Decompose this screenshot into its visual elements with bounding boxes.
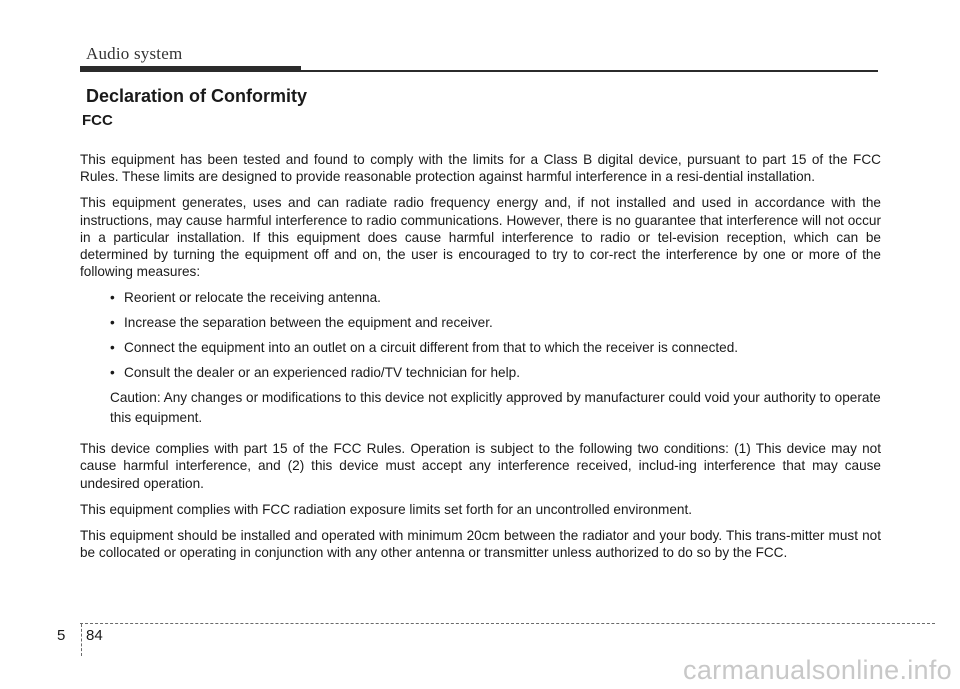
header-title: Audio system bbox=[86, 44, 183, 63]
measures-list bbox=[80, 289, 881, 380]
paragraph-radiation-exposure: This equipment complies with FCC radiation exposure limits set forth for an uncontrolled environment. bbox=[80, 501, 692, 517]
footer-divider bbox=[80, 623, 935, 624]
list-item: • Connect the equipment into an outlet on a circuit different from that to which the receiver is connected. bbox=[110, 339, 881, 356]
list-item: • Increase the separation between the equipment and receiver. bbox=[110, 314, 881, 331]
paragraph-installation-distance: This equipment should be installed and operated with minimum 20cm between the radiator and your body. This trans-mitter must not be collocated or operating in conjunction with any other antenna or transmitter unless authorized to do so by the FCC. bbox=[80, 528, 881, 561]
header-rule-thin bbox=[301, 70, 878, 72]
page-body bbox=[80, 151, 881, 570]
page-number: 84 bbox=[86, 627, 103, 644]
watermark-text: carmanualsonline.info bbox=[683, 655, 952, 685]
footer-page-separator bbox=[81, 624, 82, 656]
caution-note: Caution: Any changes or modifications to this device not explicitly approved by manufacturer could void your authority to operate this equipment. bbox=[110, 390, 881, 426]
paragraph-interference: This equipment generates, uses and can radiate radio frequency energy and, if not installed and used in accordance with the instructions, may cause harmful interference to radio communications. However, there is no guarantee that interference will not occur in a particular installation. If this equipment does cause harmful interference to radio or tel-evision reception, which can be determined by turning the equipment off and on, the user is encouraged to try to cor-rect the interference by one or more of the following measures: bbox=[80, 195, 881, 280]
paragraph-fcc-class-b: This equipment has been tested and found to comply with the limits for a Class B digital device, pursuant to part 15 of the FCC Rules. These limits are designed to provide reasonable protection against harmful interference in a resi-dential installation. bbox=[80, 152, 881, 185]
section-subtitle: FCC bbox=[82, 112, 113, 129]
list-item: • Reorient or relocate the receiving antenna. bbox=[110, 289, 881, 306]
paragraph-part15-conditions: This device complies with part 15 of the FCC Rules. Operation is subject to the following two conditions: (1) This device may not cause harmful interference, and (2) this device must accept any interference received, includ-ing interference that may cause undesired operation. bbox=[80, 441, 881, 491]
section-title: Declaration of Conformity bbox=[86, 86, 308, 106]
header-rule-thick bbox=[80, 66, 301, 72]
list-item: • Consult the dealer or an experienced radio/TV technician for help. bbox=[110, 364, 881, 381]
chapter-number: 5 bbox=[57, 627, 66, 644]
